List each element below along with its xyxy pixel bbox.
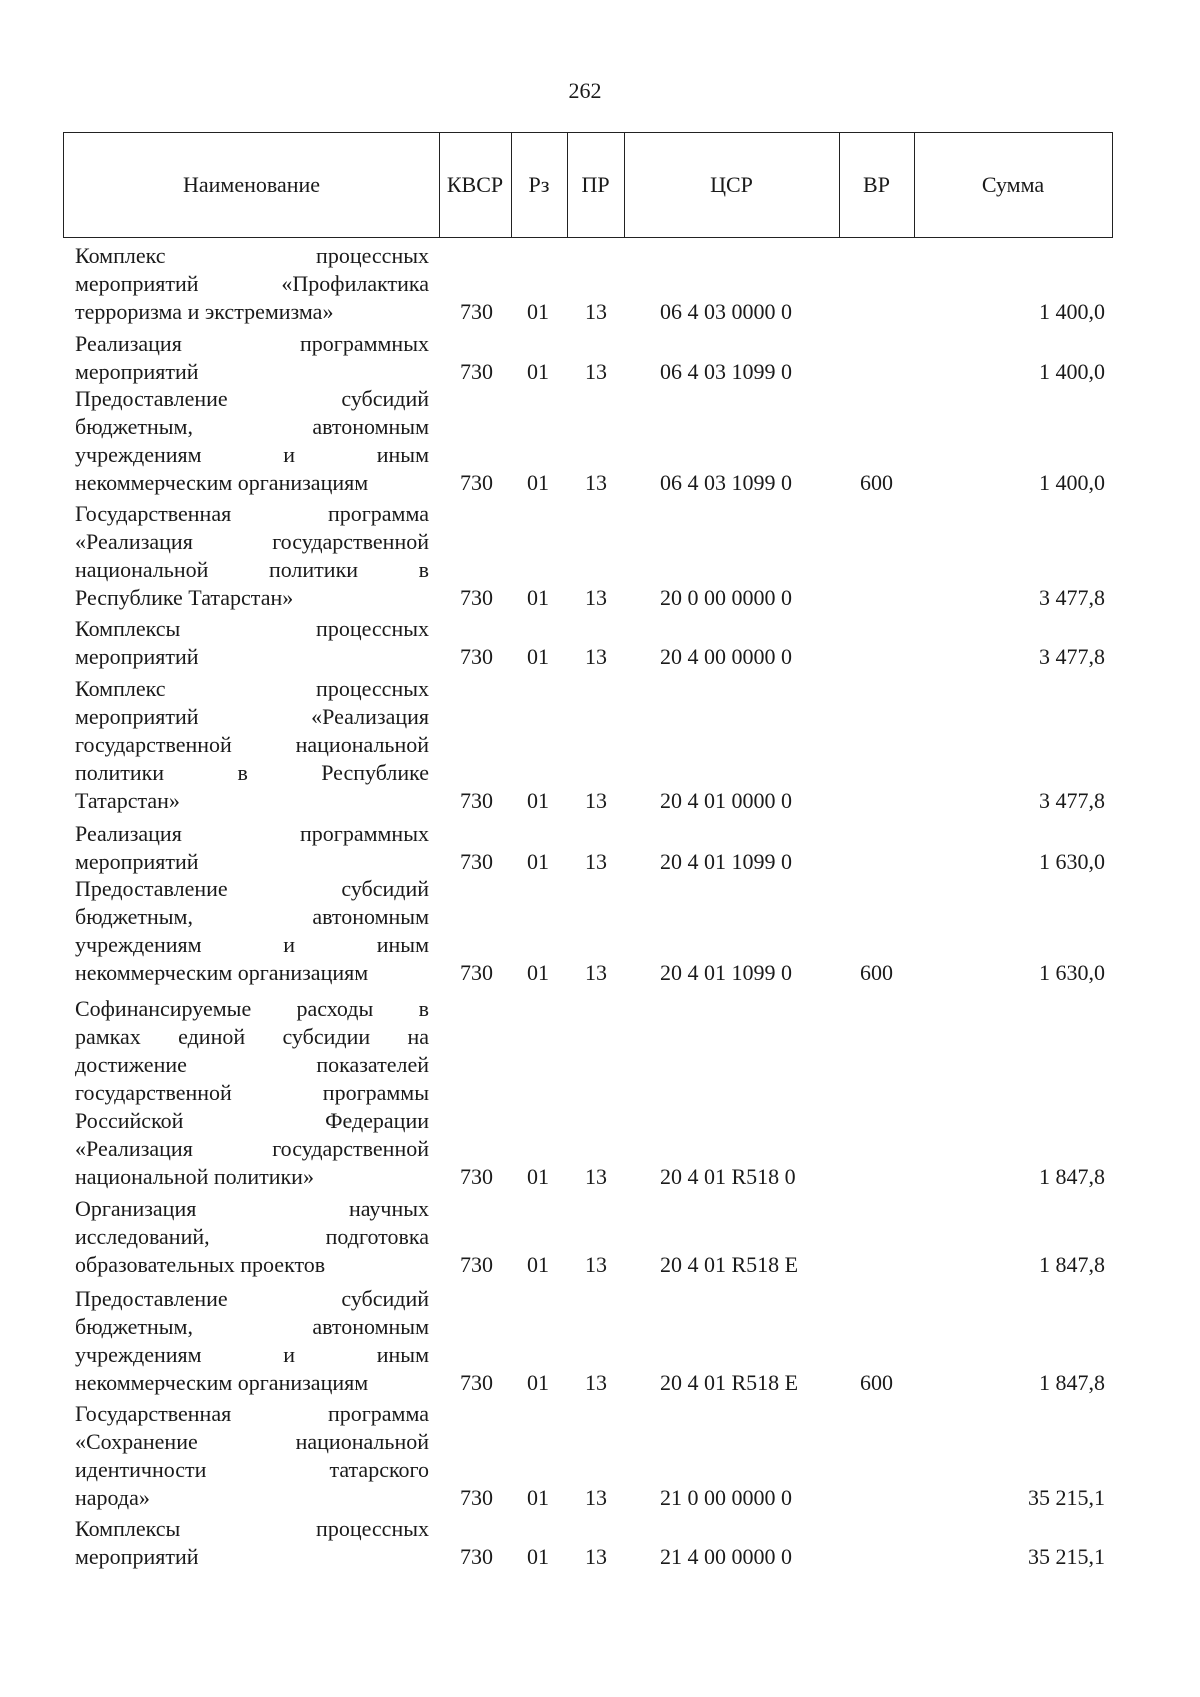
row-name-line: Республике Татарстан»: [75, 585, 294, 610]
row-name-line: Комплекс процессных: [75, 676, 429, 701]
row-name-line: достижение показателей: [75, 1052, 429, 1077]
row-rz: 01: [527, 849, 549, 874]
row-csr: 21 4 00 0000 0: [660, 1544, 792, 1569]
row-sum: 3 477,8: [1039, 585, 1105, 610]
row-name: [75, 1400, 429, 1512]
row-sum: 1 400,0: [1039, 470, 1105, 495]
row-name-line: Государственная программа: [75, 501, 429, 526]
row-kvsr: 730: [460, 299, 493, 324]
row-sum: 3 477,8: [1039, 788, 1105, 813]
row-rz: 01: [527, 1252, 549, 1277]
row-name: [75, 385, 429, 497]
row-name-line: Татарстан»: [75, 788, 180, 813]
row-rz: 01: [527, 299, 549, 324]
row-sum: 1 400,0: [1039, 359, 1105, 384]
row-rz: 01: [527, 1370, 549, 1395]
row-vr: 600: [860, 960, 893, 985]
row-rz: 01: [527, 470, 549, 495]
row-sum: 1 847,8: [1039, 1164, 1105, 1189]
row-sum: 35 215,1: [1028, 1485, 1105, 1510]
row-name-line: рамках единой субсидии на: [75, 1024, 429, 1049]
row-rz: 01: [527, 585, 549, 610]
row-name-line: «Сохранение национальной: [75, 1429, 429, 1454]
row-name-line: бюджетным, автономным: [75, 1314, 429, 1339]
row-name-line: Предоставление субсидий: [75, 876, 429, 901]
row-name-line: мероприятий: [75, 849, 199, 874]
row-name: [75, 1285, 429, 1397]
row-name-line: Российской Федерации: [75, 1108, 429, 1133]
row-csr: 06 4 03 1099 0: [660, 359, 792, 384]
row-name: [75, 995, 429, 1191]
row-name-line: мероприятий: [75, 359, 199, 384]
row-name-line: Комплекс процессных: [75, 243, 429, 268]
row-name-line: Предоставление субсидий: [75, 1286, 429, 1311]
row-kvsr: 730: [460, 359, 493, 384]
row-rz: 01: [527, 1164, 549, 1189]
row-pr: 13: [585, 359, 607, 384]
row-kvsr: 730: [460, 788, 493, 813]
row-pr: 13: [585, 1485, 607, 1510]
row-sum: 3 477,8: [1039, 644, 1105, 669]
row-kvsr: 730: [460, 849, 493, 874]
row-kvsr: 730: [460, 1252, 493, 1277]
row-pr: 13: [585, 788, 607, 813]
row-rz: 01: [527, 960, 549, 985]
page-number: 262: [568, 78, 602, 103]
row-csr: 20 4 01 R518 E: [660, 1252, 799, 1277]
row-name-line: терроризма и экстремизма»: [75, 299, 334, 324]
row-pr: 13: [585, 960, 607, 985]
row-name-line: некоммерческим организациям: [75, 470, 369, 495]
row-rz: 01: [527, 1485, 549, 1510]
row-name: [75, 1195, 429, 1279]
row-csr: 20 4 00 0000 0: [660, 644, 792, 669]
row-csr: 20 4 01 1099 0: [660, 849, 792, 874]
row-vr: 600: [860, 470, 893, 495]
row-kvsr: 730: [460, 644, 493, 669]
row-name-line: некоммерческим организациям: [75, 1370, 369, 1395]
row-name: [75, 500, 429, 612]
row-kvsr: 730: [460, 960, 493, 985]
row-name-line: образовательных проектов: [75, 1252, 326, 1277]
header-sum: Сумма: [981, 172, 1045, 197]
header-csr: ЦСР: [710, 172, 753, 197]
row-name-line: «Реализация государственной: [75, 529, 429, 554]
row-name-line: мероприятий: [75, 644, 199, 669]
row-pr: 13: [585, 1544, 607, 1569]
row-csr: 20 4 01 0000 0: [660, 788, 792, 813]
row-name-line: мероприятий «Профилактика: [75, 271, 429, 296]
row-sum: 1 847,8: [1039, 1370, 1105, 1395]
row-name-line: Софинансируемые расходы в: [75, 996, 429, 1021]
row-csr: 06 4 03 0000 0: [660, 299, 792, 324]
row-csr: 20 0 00 0000 0: [660, 585, 792, 610]
row-name-line: «Реализация государственной: [75, 1136, 429, 1161]
row-csr: 20 4 01 R518 0: [660, 1164, 796, 1189]
row-name: [75, 820, 429, 876]
row-rz: 01: [527, 644, 549, 669]
row-csr: 20 4 01 1099 0: [660, 960, 792, 985]
row-name-line: некоммерческим организациям: [75, 960, 369, 985]
header-pr: ПР: [581, 172, 610, 197]
row-pr: 13: [585, 585, 607, 610]
row-kvsr: 730: [460, 1544, 493, 1569]
row-name: [75, 675, 429, 815]
row-pr: 13: [585, 1252, 607, 1277]
table-header: [63, 132, 1113, 238]
row-kvsr: 730: [460, 1485, 493, 1510]
header-vr: ВР: [863, 172, 890, 197]
row-kvsr: 730: [460, 1370, 493, 1395]
row-name-line: идентичности татарского: [75, 1457, 429, 1482]
row-pr: 13: [585, 1164, 607, 1189]
row-name-line: мероприятий «Реализация: [75, 704, 429, 729]
row-pr: 13: [585, 470, 607, 495]
row-vr: 600: [860, 1370, 893, 1395]
row-name: [75, 875, 429, 987]
row-pr: 13: [585, 849, 607, 874]
row-name-line: учреждениям и иным: [75, 932, 429, 957]
row-kvsr: 730: [460, 1164, 493, 1189]
header-kvsr: КВСР: [446, 172, 504, 197]
row-name-line: национальной политики в: [75, 557, 429, 582]
row-name-line: мероприятий: [75, 1544, 199, 1569]
row-name-line: бюджетным, автономным: [75, 904, 429, 929]
row-name-line: Государственная программа: [75, 1401, 429, 1426]
row-pr: 13: [585, 1370, 607, 1395]
row-sum: 1 400,0: [1039, 299, 1105, 324]
row-csr: 20 4 01 R518 E: [660, 1370, 799, 1395]
header-rz: Рз: [528, 172, 550, 197]
row-pr: 13: [585, 644, 607, 669]
row-pr: 13: [585, 299, 607, 324]
row-name-line: учреждениям и иным: [75, 442, 429, 467]
row-csr: 06 4 03 1099 0: [660, 470, 792, 495]
row-name-line: Предоставление субсидий: [75, 386, 429, 411]
row-name-line: Реализация программных: [75, 331, 429, 356]
row-name-line: политики в Республике: [75, 760, 429, 785]
row-kvsr: 730: [460, 585, 493, 610]
row-sum: 1 630,0: [1039, 960, 1105, 985]
header-name: Наименование: [182, 172, 321, 197]
row-name-line: бюджетным, автономным: [75, 414, 429, 439]
row-rz: 01: [527, 1544, 549, 1569]
row-name-line: народа»: [75, 1485, 150, 1510]
row-name: [75, 330, 429, 386]
row-sum: 1 630,0: [1039, 849, 1105, 874]
row-name-line: Реализация программных: [75, 821, 429, 846]
row-rz: 01: [527, 788, 549, 813]
row-name-line: Комплексы процессных: [75, 616, 429, 641]
row-rz: 01: [527, 359, 549, 384]
row-name: [75, 615, 429, 671]
row-csr: 21 0 00 0000 0: [660, 1485, 792, 1510]
row-name-line: национальной политики»: [75, 1164, 314, 1189]
row-name-line: Комплексы процессных: [75, 1516, 429, 1541]
row-sum: 35 215,1: [1028, 1544, 1105, 1569]
row-name-line: государственной национальной: [75, 732, 429, 757]
row-name: [75, 242, 429, 326]
row-name: [75, 1515, 429, 1571]
row-kvsr: 730: [460, 470, 493, 495]
row-name-line: учреждениям и иным: [75, 1342, 429, 1367]
row-name-line: государственной программы: [75, 1080, 429, 1105]
row-name-line: Организация научных: [75, 1196, 429, 1221]
row-sum: 1 847,8: [1039, 1252, 1105, 1277]
row-name-line: исследований, подготовка: [75, 1224, 429, 1249]
